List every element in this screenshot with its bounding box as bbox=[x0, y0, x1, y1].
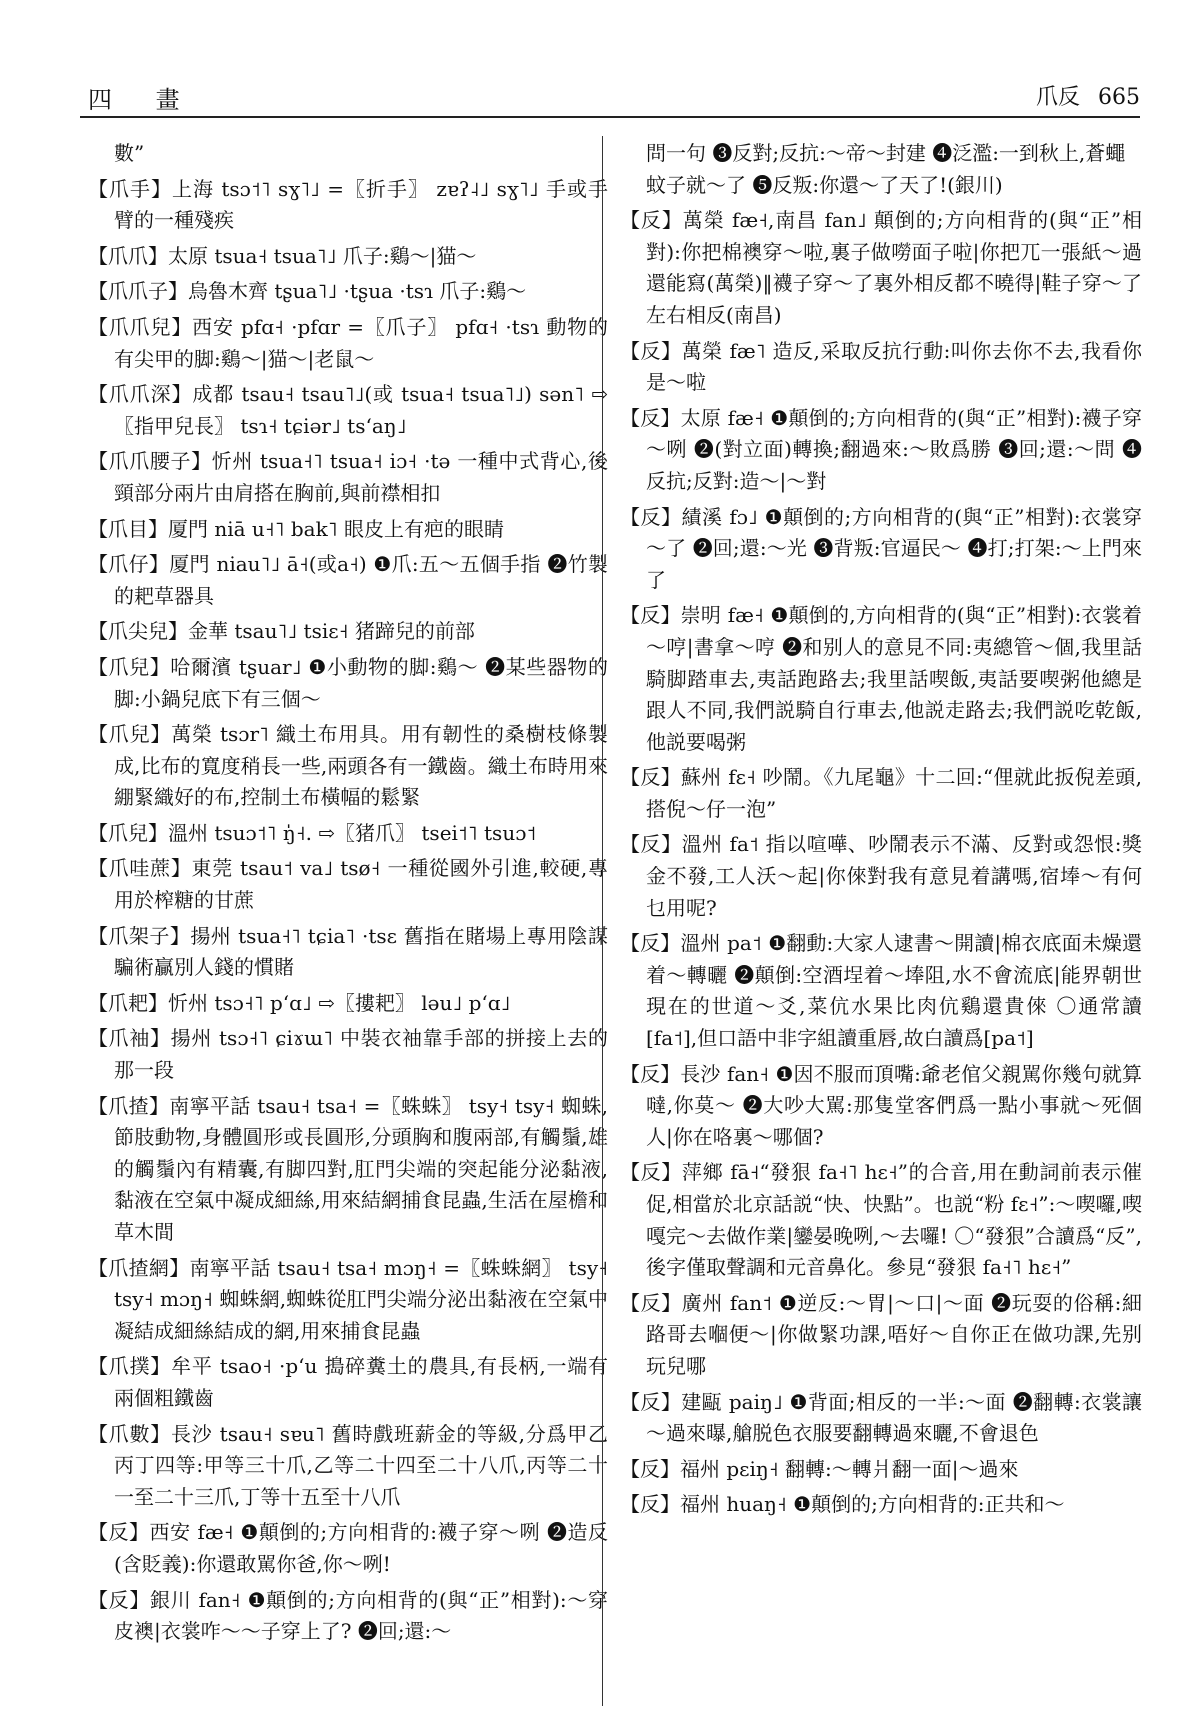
dictionary-entry: 問一句 ❸反對;反抗:～帝～封建 ❹泛濫:一到秋上,蒼蠅蚊子就～了 ❺反叛:你還～了天了!(銀川) bbox=[646, 141, 1126, 197]
dictionary-entry: 【爪爪子】烏魯木齊 tʂua˥˩ ·tʂua ·tsɿ 爪子:鷄～ bbox=[88, 279, 527, 304]
dictionary-entry: 【反】蘇州 fɛ˧ 吵鬧。《九尾龜》十二回:“俚就此扳倪差頭,搭倪～仔一泡” bbox=[620, 765, 1142, 821]
dictionary-entry: 【反】西安 fæ˧ ❶顛倒的;方向相背的:襪子穿～咧 ❷造反(含貶義):你還敢駡你爸,你～咧! bbox=[88, 1520, 608, 1576]
dictionary-entry: 【爪兒】溫州 tsuɔ˦˥ ŋ̍˧. ⇨〖猪爪〗 tsei˦˥ tsuɔ˦ bbox=[88, 820, 537, 845]
dictionary-entry: 【反】廣州 fan˦ ❶逆反:～胃|～口|～面 ❷玩耍的俗稱:細路哥去嗰便～|你做緊功課,唔好～自你正在做功課,先别玩兒哪 bbox=[620, 1290, 1142, 1378]
dictionary-entry: 【爪揸網】南寧平話 tsau˧ tsa˧ mɔŋ˧ =〖蛛蛛網〗 tsy˧ tsy˧ mɔŋ˧ 蜘蛛網,蜘蛛從肛門尖端分泌出黏液在空氣中凝結成細絲結成的網,用來捕食昆蟲 bbox=[88, 1255, 608, 1343]
dictionary-entry: 【反】長沙 fan˧ ❶因不服而頂嘴:爺老倌父親駡你幾句就算噠,你莫～ ❷大吵大駡:那隻堂客們爲一點小事就～死個人|你在咯裏～哪個? bbox=[620, 1061, 1142, 1149]
dictionary-entry: 【爪耙】忻州 tsɔ˧˥ pʻɑ˩ ⇨〖摟耙〗 ləu˩ pʻɑ˩ bbox=[88, 990, 511, 1015]
page-header bbox=[88, 80, 1140, 116]
dictionary-entry: 【反】太原 fæ˧ ❶顛倒的;方向相背的(與“正”相對):襪子穿～咧 ❷(對立面)轉換;翻過來:～敗爲勝 ❸回;還:～問 ❹反抗;反對:造～|～對 bbox=[620, 405, 1142, 493]
dictionary-entry: 【爪仔】厦門 niau˥˩ ā˧(或a˧) ❶爪:五～五個手指 ❷竹製的耙草器具 bbox=[88, 552, 608, 608]
dictionary-entry: 【反】建甌 paiŋ˩ ❶背面;相反的一半:～面 ❷翻轉:衣裳讓～過來曝,艙脱色衣服要翻轉過來曬,不會退色 bbox=[620, 1389, 1142, 1446]
dictionary-entry: 【爪兒】萬榮 tsɔr˥ 織土布用具。用有韌性的桑樹枝條製成,比布的寬度稍長一些,兩頭各有一鐵齒。織土布時用來綳緊織好的布,控制土布橫幅的鬆緊 bbox=[88, 722, 608, 810]
running-head bbox=[1018, 80, 1140, 111]
section-title: 四 畫 bbox=[88, 86, 198, 114]
dictionary-entry: 【反】萬榮 fæ˧,南昌 fan˩ 顛倒的;方向相背的(與“正”相對):你把棉襖穿～啦,裏子做嘮面子啦|你把兀一張紙～過還能寫(萬榮)‖襪子穿～了裏外相反都不曉得|鞋子穿～了左右相反(南昌) bbox=[620, 208, 1142, 327]
dictionary-entry: 【爪爪深】成都 tsau˧ tsau˥˩(或 tsua˧ tsua˥˩) sən˥ ⇨〖指甲兒長〗 tsɿ˧ tɕiər˩ tsʻaŋ˩ bbox=[88, 382, 608, 438]
dictionary-entry: 【爪哇蔗】東莞 tsau˦ va˩ tsø˧ 一種從國外引進,較硬,專用於榨糖的甘蔗 bbox=[88, 856, 608, 913]
dictionary-entry: 【爪兒】哈爾濱 tʂuar˩ ❶小動物的脚:鷄～ ❷某些器物的脚:小鍋兒底下有三個～ bbox=[88, 654, 608, 711]
dictionary-entry: 【爪揸】南寧平話 tsau˧ tsa˧ =〖蛛蛛〗 tsy˧ tsy˧ 蜘蛛,節肢動物,身體圓形或長圓形,分頭胸和腹兩部,有觸鬚,雄的觸鬚內有精囊,有脚四對,肛門尖端的突起能分泌黏液,黏液在空氣中凝成細絲,用來結網捕食昆蟲,生活在屋檐和草木間 bbox=[88, 1093, 608, 1244]
dictionary-entry: 【爪目】厦門 niā u˧˥ bak˥ 眼皮上有疤的眼睛 bbox=[88, 516, 504, 541]
dictionary-entry: 【反】福州 pɛiŋ˧ 翻轉:～轉爿翻一面|～過來 bbox=[620, 1456, 1019, 1481]
dictionary-entry: 【反】萍鄉 fā˧“發狠 fa˧˥ hɛ˧”的合音,用在動詞前表示催促,相當於北京話説“快、快點”。也説“粉 fɛ˧”:～喫囉,喫嘎完～去做作業|鑾晏晚咧,～去囉! 〇“發狠”合讀爲“反”,後字僅取聲調和元音鼻化。參見“發狠 fa˧˥ hɛ˧” bbox=[620, 1160, 1142, 1280]
dictionary-entry: 【爪架子】揚州 tsua˧˥ tɕia˥ ·tsɛ 舊指在賭場上專用陰謀騙術贏別人錢的慣賭 bbox=[88, 923, 608, 980]
dictionary-entry: 【爪數】長沙 tsau˧ sɐu˥ 舊時戲班薪金的等級,分爲甲乙丙丁四等:甲等三十爪,乙等二十四至二十八爪,丙等二十一至二十三爪,丁等十五至十八爪 bbox=[88, 1421, 608, 1509]
dictionary-entry: 【爪爪】太原 tsua˧ tsua˥˩ 爪子:鷄～|猫～ bbox=[88, 243, 477, 268]
dictionary-entry: 【爪撲】牟平 tsao˧ ·pʻu 搗碎糞土的農具,有長柄,一端有兩個粗鐵齒 bbox=[88, 1354, 608, 1410]
dictionary-entry: 【爪袖】揚州 tsɔ˧˥ ɕiɤɯ˥ 中裝衣袖靠手部的拼接上去的那一段 bbox=[88, 1026, 608, 1083]
dictionary-entry: 【爪爪兒】西安 pfɑ˧ ·pfɑr =〖爪子〗 pfɑ˧ ·tsɿ 動物的有尖甲的脚:鷄～|猫～|老鼠～ bbox=[88, 314, 608, 371]
right-column bbox=[620, 138, 1142, 1525]
column-divider bbox=[602, 136, 603, 1706]
dictionary-entry: 【反】萬榮 fæ˥ 造反,采取反抗行動:叫你去你不去,我看你是～啦 bbox=[620, 338, 1142, 395]
head-characters: 爪反 bbox=[1035, 85, 1080, 110]
dictionary-entry: 【反】溫州 pa˦ ❶翻動:大家人逮書～開讀|棉衣底面未燥還着～轉曬 ❷顛倒:空酒埕着～埲阻,水不會流底|能界朝世現在的世道～爻,菜伉水果比肉伉鷄還貴倈 〇通常讀[fa˦],但口語中非字組讀重唇,故白讀爲[pa˦] bbox=[620, 931, 1142, 1051]
header-rule bbox=[80, 116, 1140, 118]
dictionary-entry: 【反】溫州 fa˦ 指以喧嘩、吵鬧表示不滿、反對或怨恨:獎金不發,工人沃～起|你倈對我有意見着講嗎,宿埲～有何乜用呢? bbox=[620, 832, 1142, 920]
dictionary-entry: 【爪爪腰子】忻州 tsua˧˥ tsua˧ iɔ˧ ·tə 一種中式背心,後頸部分兩片由肩搭在胸前,與前襟相扣 bbox=[88, 449, 608, 505]
dictionary-entry: 【反】崇明 fæ˧ ❶顛倒的,方向相背的(與“正”相對):衣裳着～哼|書拿～哼 ❷和别人的意見不同:夷總管～個,我里話騎脚踏車去,夷話跑路去;我里話喫飯,夷話要喫粥他總是跟人不同,我們説騎自行車去,他説走路去;我們説吃乾飯,他説要喝粥 bbox=[620, 603, 1142, 754]
page-number: 665 bbox=[1098, 85, 1140, 110]
dictionary-entry: 【反】績溪 fɔ˩ ❶顛倒的;方向相背的(與“正”相對):衣裳穿～了 ❷回;還:～光 ❸背叛:官逼民～ ❹打;打架:～上門來了 bbox=[620, 504, 1142, 592]
dictionary-entry: 【爪手】上海 tsɔ˦˥ sɣ˥˩ =〖折手〗 zɐʔ˨˩ sɣ˥˩ 手或手臂的一種殘疾 bbox=[88, 176, 608, 233]
dictionary-entry: 數” bbox=[114, 141, 145, 165]
dictionary-entry: 【爪尖兒】金華 tsau˥˩ tsiɛ˧ 猪蹄兒的前部 bbox=[88, 619, 475, 644]
dictionary-entry: 【反】銀川 fan˧ ❶顛倒的;方向相背的(與“正”相對):～穿皮襖|衣裳咋～～子穿上了? ❷回;還:～ bbox=[88, 1587, 608, 1644]
dictionary-entry: 【反】福州 huaŋ˧ ❶顛倒的;方向相背的:正共和～ bbox=[620, 1492, 1065, 1517]
left-column bbox=[88, 138, 608, 1652]
